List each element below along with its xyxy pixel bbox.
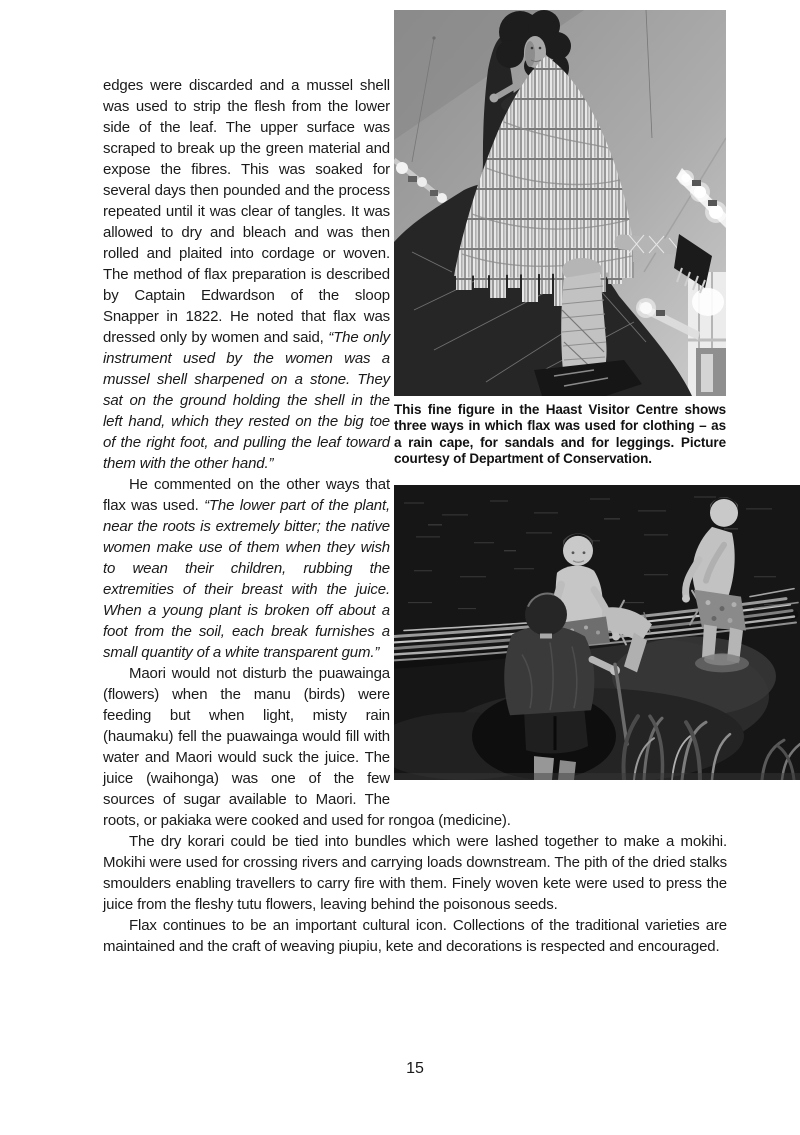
edwardson-quote-1: “The only instrument used by the women was a mussel shell sharpened on a stone. They sat on the ground holding the shell in the left hand, which they rested on the big toe of the right foot, and pulling the leaf toward them with the other hand.” — [103, 329, 390, 472]
figure-caption: This fine figure in the Haast Visitor Centre shows three ways in which flax was used for clothing – as a rain cape, for sandals and for leggings. Picture courtesy of Department of Conservation. — [394, 402, 726, 467]
paragraph-lead: edges were discarded and a mussel shell was used to strip the flesh from the lower side of the leaf. The upper surface was scraped to break up the green material and expose the fibres. This was soaked for several days then pounded and the process repeated until it was clear of tangles. It was allowed to dry and bleach and was then rolled and plaited into cordage or woven. The method of flax preparation is described by Captain Edwardson of the sloop Snapper in 1822. He noted that flax was dressed only by women and said, — [103, 77, 390, 346]
page-number: 15 — [406, 1060, 424, 1077]
edwardson-quote-2: “The lower part of the plant, near the roots is extremely bitter; the native women make use of them when they wish to wean their children, rubbing the extremities of their breast with the juice. When a young plant is broken off about a foot from the soil, each break furnishes a small quantity of a white transparent gum.” — [103, 497, 391, 661]
article-text — [103, 75, 727, 957]
paragraph-cultural-icon: Flax continues to be an important cultural icon. Collections of the traditional varieties are maintained and the craft of weaving piupiu, kete and decorations is respected and encouraged. — [103, 917, 727, 955]
paragraph-lead: He commented on the other ways that flax was used. — [103, 476, 390, 514]
paragraph-puawainga: Maori would not disturb the puawainga (flowers) when the manu (birds) were feeding but when light, misty rain (haumaku) fell the puawainga would fill with water and Maori would suck the juice. The juice (waihonga) was one of the few sources of sugar available to Maori. The roots, or pakiaka were cooked and used for rongoa (medicine). — [103, 665, 511, 829]
photo-wrap-spacer — [390, 75, 727, 805]
paragraph-mokihi: The dry korari could be tied into bundles which were lashed together to make a mokihi. Mokihi were used for crossing rivers and carrying loads downstream. The pith of the dried stalks smoulders enabling travellers to carry fire with them. Finely woven kete were used to press the juice from the fleshy tutu flowers, leaving behind the poisonous seeds. — [103, 833, 727, 913]
